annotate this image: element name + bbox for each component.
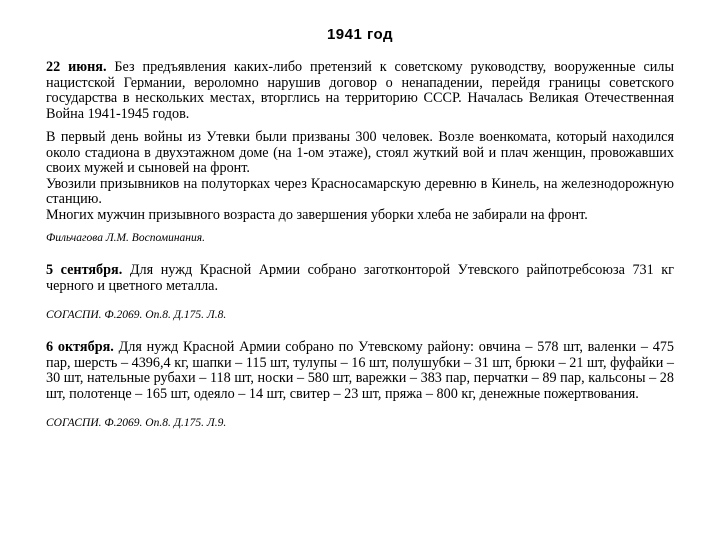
entry-text: Для нужд Красной Армии собрано по Утевскому району: овчина – 578 шт, валенки – 475 пар, шерсть – 4396,4 кг, шапки – 115 шт, тулупы – 16 шт, полушубки – 31 шт, брюки – 21 шт, фуфайки – 30 шт, нательные рубахи – 118 шт, носки – 580 шт, варежки – 383 пар, перчатки – 89 пар, кальсоны – 28 шт, полотенце – 165 шт, одеяло – 14 шт, свитер – 23 шт, пряжа – 800 кг, денежные пожертвования. bbox=[46, 339, 675, 402]
entry-text: Для нужд Красной Армии собрано заготконторой Утевского райпотребсоюза 731 кг черного и цветного металла. bbox=[46, 262, 675, 294]
entry-date: 5 сентября. bbox=[46, 262, 123, 278]
entry-october-6 bbox=[46, 340, 674, 402]
entry-june-22 bbox=[46, 60, 674, 122]
entry-date: 22 июня. bbox=[46, 59, 107, 75]
document-body bbox=[46, 60, 674, 430]
war-first-day-paragraph: В первый день войны из Утевки были призваны 300 человек. Возле военкомата, который находился около стадиона в двухэтажном доме (на 1-ом этаже), стоял жуткий вой и плач женщин, провожавших своих мужей и сыновей на фронт. bbox=[46, 129, 674, 176]
harvest-paragraph: Многих мужчин призывного возраста до завершения уборки хлеба не забирали на фронт. bbox=[46, 206, 588, 223]
source-citation: Фильчагова Л.М. Воспоминания. bbox=[46, 232, 205, 244]
conscripts-transport-paragraph: Увозили призывников на полуторках через Красносамарскую деревню в Кинель, на железнодорожную станцию. bbox=[46, 175, 674, 207]
entry-september-5 bbox=[46, 263, 674, 294]
page-title: 1941 год bbox=[326, 26, 394, 43]
source-citation: СОГАСПИ. Ф.2069. Оп.8. Д.175. Л.9. bbox=[46, 417, 227, 429]
entry-date: 6 октября. bbox=[46, 339, 114, 355]
entry-text: Без предъявления каких-либо претензий к советскому руководству, вооруженные силы нацистской Германии, вероломно нарушив договор о ненападении, перейдя границы советского государства в нескольких местах, вторглись на территорию СССР. Началась Великая Отечественная Война 1941-1945 годов. bbox=[46, 59, 674, 122]
source-citation: СОГАСПИ. Ф.2069. Оп.8. Д.175. Л.8. bbox=[46, 309, 227, 321]
